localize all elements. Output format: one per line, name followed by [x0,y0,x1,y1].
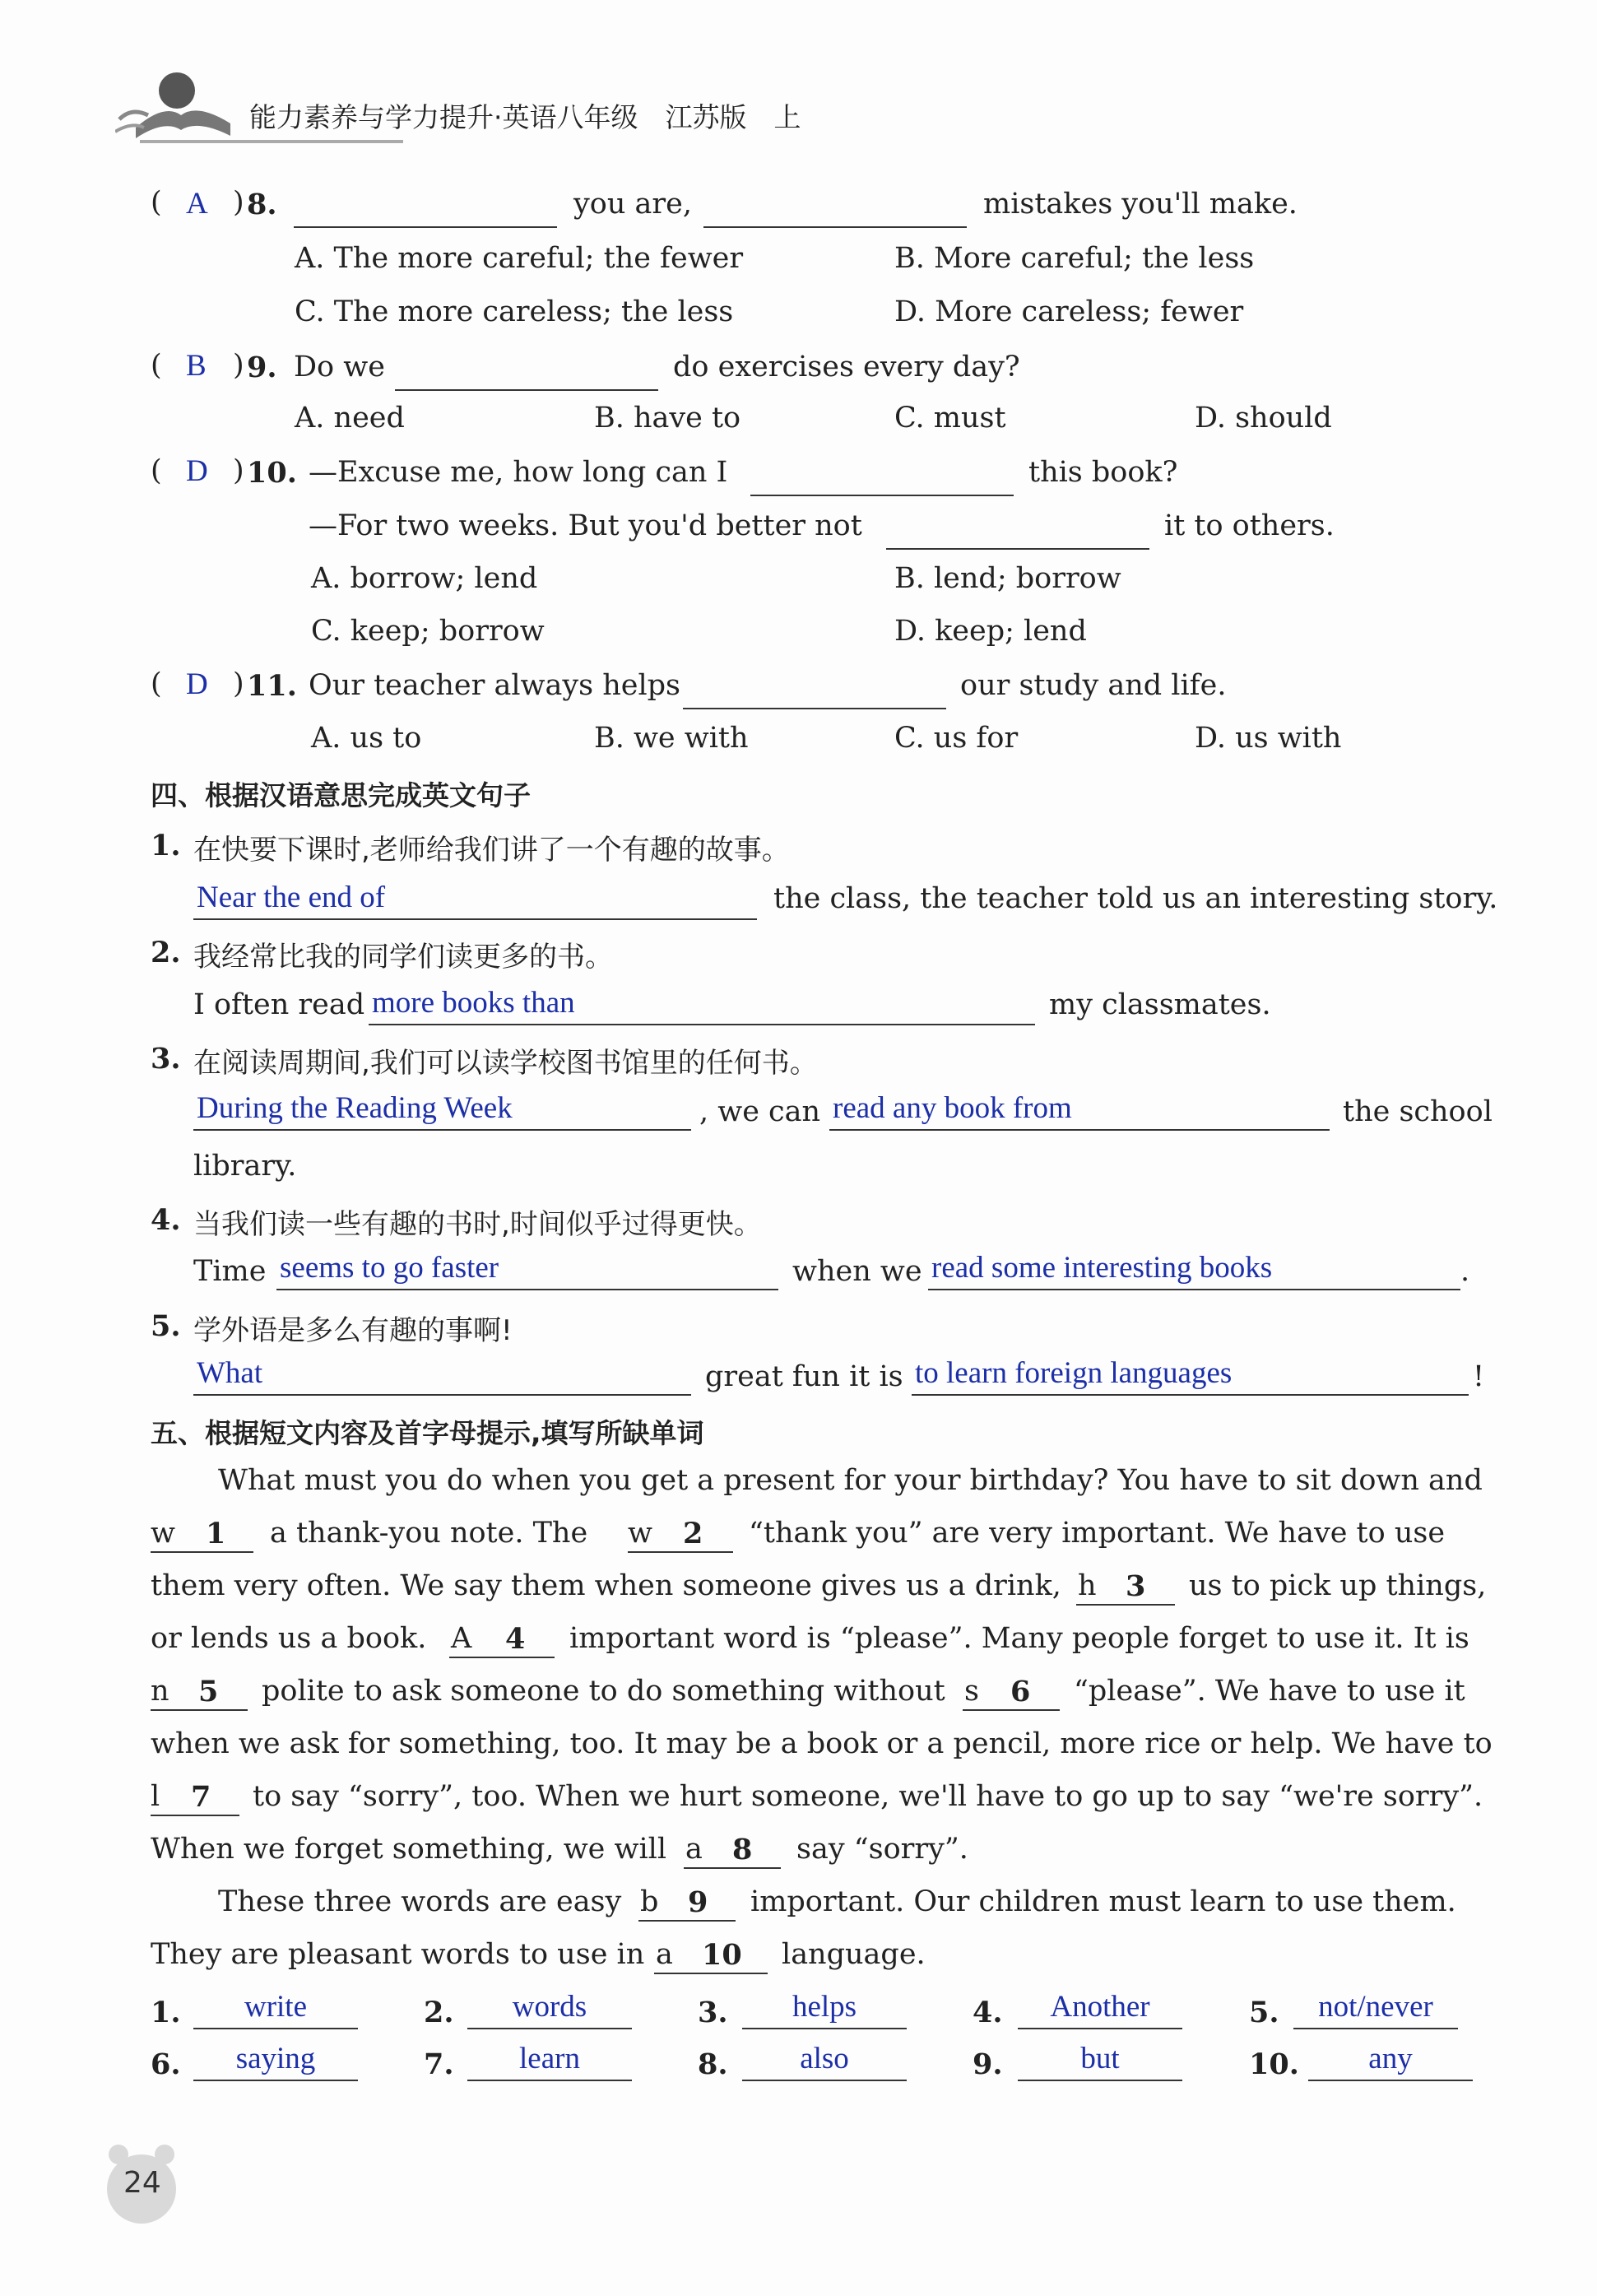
option-b: B. we with [594,722,749,755]
answer-blank[interactable]: also [742,2042,907,2081]
answer-blank[interactable]: learn [467,2042,632,2081]
answer-blank[interactable] [395,356,658,391]
book-title: 能力素养与学力提升·英语八年级 江苏版 上 [249,101,801,133]
answer-blank[interactable]: but [1018,2042,1182,2081]
option-a: A. us to [311,722,422,755]
chinese-prompt: 当我们读一些有趣的书时,时间似乎过得更快。 [193,1208,762,1241]
option-d: D. More careless; fewer [894,295,1244,328]
answer-blank[interactable]: more books than [369,986,1035,1025]
answer-blank[interactable]: During the Reading Week [193,1091,691,1131]
option-a: A. need [295,402,405,435]
answer-blank[interactable]: Near the end of [193,881,757,920]
answer-blank[interactable] [750,462,1014,496]
chinese-prompt: 学外语是多么有趣的事啊! [193,1314,513,1347]
chinese-prompt: 在快要下课时,老师给我们讲了一个有趣的故事。 [193,834,790,867]
option-d: D. keep; lend [894,615,1087,648]
option-b: B. More careful; the less [894,242,1255,275]
answer-choice: A [186,187,208,221]
answer-blank[interactable]: seems to go faster [276,1251,778,1290]
passage-blank-1[interactable] [151,1518,253,1553]
answer-blank[interactable]: any [1308,2042,1473,2081]
option-d: D. us with [1195,722,1342,755]
answer-blank[interactable]: not/never [1293,1990,1458,2029]
answer-blank[interactable]: What [193,1356,691,1396]
question-number: 9. [247,351,277,384]
passage-blank-4[interactable] [449,1624,555,1658]
option-c: C. us for [894,722,1019,755]
answer-blank[interactable]: to learn foreign languages [912,1356,1469,1396]
question-number: 11. [247,669,297,703]
reading-child-logo-icon [115,58,247,148]
answer-blank[interactable] [703,193,967,228]
option-c: C. must [894,402,1006,435]
chinese-prompt: 在阅读周期间,我们可以读学校图书馆里的任何书。 [193,1047,818,1080]
answer-choice: B [186,349,207,383]
answer-choice: D [186,667,208,701]
answer-blank[interactable]: words [467,1990,632,2029]
option-d: D. should [1195,402,1332,435]
option-c: C. keep; borrow [311,615,545,648]
answer-blank[interactable] [294,193,557,228]
question-number: 10. [247,456,297,490]
passage-blank-9[interactable] [638,1887,736,1922]
answer-blank[interactable]: read some interesting books [928,1251,1460,1290]
page-number: 24 [123,2166,161,2200]
option-a: A. The more careful; the fewer [295,242,744,275]
section-title: 五、根据短文内容及首字母提示,填写所缺单词 [151,1417,704,1449]
chinese-prompt: 我经常比我的同学们读更多的书。 [193,941,613,974]
answer-blank[interactable]: helps [742,1990,907,2029]
option-c: C. The more careless; the less [295,295,734,328]
passage-blank-2[interactable] [628,1518,733,1553]
question-number: 8. [247,188,277,221]
section-title: 四、根据汉语意思完成英文句子 [151,779,531,811]
answer-blank[interactable]: read any book from [829,1091,1330,1131]
answer-blank[interactable]: Another [1018,1990,1182,2029]
answer-blank[interactable]: saying [193,2042,358,2081]
option-b: B. have to [594,402,741,435]
answer-blank[interactable] [683,675,946,709]
answer-blank[interactable]: write [193,1990,358,2029]
option-b: B. lend; borrow [894,562,1121,595]
answer-blank[interactable] [886,515,1149,550]
option-a: A. borrow; lend [311,562,538,595]
answer-choice: D [186,454,208,488]
header-rule [140,140,403,143]
